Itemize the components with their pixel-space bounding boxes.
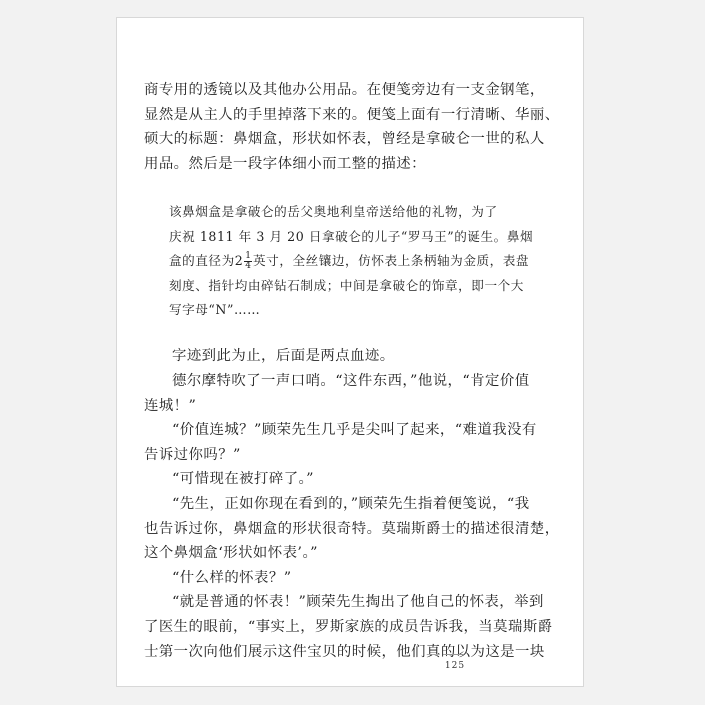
block-quote: [144, 200, 552, 322]
body-line: “什么样的怀表？”: [172, 569, 292, 586]
quote-line: 庆祝 1811 年 3 月 20 日拿破仑的儿子“罗马王”的诞生。鼻烟: [169, 228, 534, 244]
fraction: [244, 252, 252, 271]
fraction-whole: 2: [234, 253, 244, 269]
body-line: “先生，正如你现在看到的，”顾荣先生指着便笺说，“我: [172, 495, 530, 512]
quote-line: 该鼻烟盒是拿破仑的岳父奥地利皇帝送给他的礼物，为了: [169, 204, 498, 220]
body-line: 士第一次向他们展示这件宝贝的时候，他们真的以为这是一块: [144, 643, 545, 660]
page-number: 125: [444, 661, 466, 671]
quote-text: 英寸，全丝镶边，仿怀表上条柄轴为金质，表盘: [253, 253, 530, 269]
body-line: 连城！”: [144, 397, 197, 414]
spacer: [144, 322, 552, 344]
body-line: 德尔摩特吹了一声口哨。“这件东西，”他说，“肯定价值: [172, 373, 530, 389]
body-line: 字迹到此为止，后面是两点血迹。: [172, 348, 395, 365]
fraction-numerator: 1: [245, 251, 252, 262]
dialogue-block: [144, 344, 560, 664]
body-line: 用品。然后是一段字体细小而工整的描述：: [144, 155, 426, 172]
body-line: 也告诉过你，鼻烟盒的形状很奇特。莫瑞斯爵士的描述很清楚，: [144, 520, 560, 537]
quote-line: 写字母“N”……: [169, 302, 261, 317]
body-line: 硕大的标题：鼻烟盒，形状如怀表，曾经是拿破仑一世的私人: [144, 131, 545, 148]
quote-line: [144, 249, 552, 273]
book-page: [116, 17, 584, 687]
quote-line: 刻度、指针均由碎钻石制成；中间是拿破仑的饰章，即一个大: [169, 277, 524, 293]
body-line: “价值连城？”顾荣先生几乎是尖叫了起来，“难道我没有: [172, 422, 537, 439]
folio-rule: [445, 654, 463, 655]
body-line: 显然是从主人的手里掉落下来的。便笺上面有一行清晰、华丽、: [144, 106, 560, 123]
quote-text: 盒的直径为: [169, 253, 235, 269]
body-line: “可惜现在被打碎了。”: [172, 471, 314, 488]
body-line: 这个鼻烟盒‘形状如怀表’。”: [144, 545, 318, 562]
spacer: [144, 176, 552, 200]
fraction-denominator: 4: [245, 261, 252, 272]
body-line: 商专用的透镜以及其他办公用品。在便笺旁边有一支金钢笔，: [144, 82, 545, 98]
body-line: 了医生的眼前，“事实上，罗斯家族的成员告诉我，当莫瑞斯爵: [144, 618, 553, 635]
body-line: “就是普通的怀表！”顾荣先生掏出了他自己的怀表，举到: [172, 594, 544, 611]
body-line: 告诉过你吗？”: [144, 446, 241, 463]
page-body: [144, 78, 560, 664]
